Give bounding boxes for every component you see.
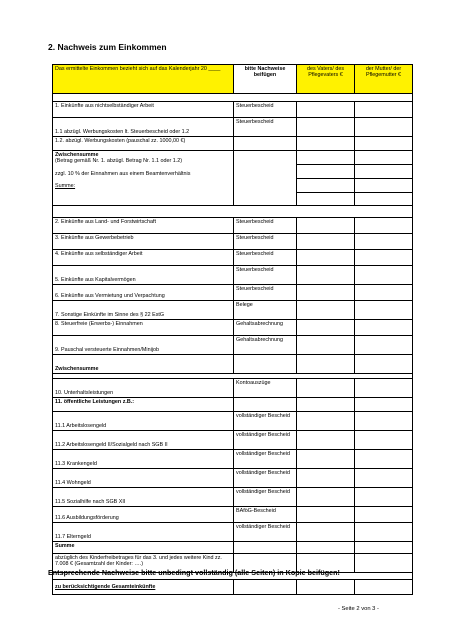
table-row <box>53 412 413 431</box>
table-row <box>53 118 413 137</box>
father-amount-field[interactable] <box>297 431 355 450</box>
row-label: 11.4 Wohngeld <box>53 469 234 488</box>
table-row <box>53 398 413 412</box>
mother-amount-field[interactable] <box>355 250 413 266</box>
mother-amount-field[interactable] <box>355 118 413 137</box>
father-amount-field[interactable] <box>297 250 355 266</box>
table-row <box>53 450 413 469</box>
row-label: 1.2. abzügl. Werbungskosten (pauschal zz. 1000,00 €) <box>53 137 234 151</box>
father-amount-field[interactable] <box>297 137 355 151</box>
table-row <box>53 336 413 355</box>
table-row <box>53 469 413 488</box>
mother-amount-field[interactable] <box>355 450 413 469</box>
table-row <box>53 102 413 118</box>
total-row <box>53 580 413 595</box>
mother-amount-field[interactable] <box>355 234 413 250</box>
table-row <box>53 523 413 542</box>
table-row <box>53 250 413 266</box>
mother-amount-field[interactable] <box>355 320 413 336</box>
mother-amount-field[interactable] <box>355 523 413 542</box>
father-amount-field[interactable] <box>297 488 355 507</box>
table-row <box>53 234 413 250</box>
subtotal-title: Zwischensumme <box>55 152 99 158</box>
mother-amount-field[interactable] <box>355 431 413 450</box>
row-label: 11.1 Arbeitslosengeld <box>53 412 234 431</box>
row-label: 11.2 Arbeitslosengeld II/Sozialgeld nach SGB II <box>53 431 234 450</box>
father-amount-field[interactable] <box>297 379 355 398</box>
mother-amount-field[interactable] <box>355 301 413 320</box>
row-label: 11.5 Sozialhilfe nach SGB XII <box>53 488 234 507</box>
row-label: 3. Einkünfte aus Gewerbebetrieb <box>53 234 234 250</box>
row-proof: vollständiger Bescheid <box>234 523 297 542</box>
mother-subtotal-field[interactable] <box>355 355 413 374</box>
father-amount-field[interactable] <box>297 320 355 336</box>
subtotal-row-1 <box>53 151 413 206</box>
mother-amount-field[interactable] <box>355 218 413 234</box>
mother-amount-field[interactable] <box>355 379 413 398</box>
summe-label: Summe: <box>55 183 76 190</box>
table-row <box>53 301 413 320</box>
row-proof: Kontoauszüge <box>234 379 297 398</box>
father-amount-field[interactable] <box>297 218 355 234</box>
mother-amount-field[interactable] <box>355 285 413 301</box>
row-label: 11.6 Ausbildungsförderung <box>53 507 234 523</box>
father-sum-field[interactable] <box>297 542 355 554</box>
subtotal-row-2 <box>53 355 413 374</box>
row-proof: Steuerbescheid <box>234 285 297 301</box>
subtotal-label-cell <box>53 151 234 206</box>
table-row <box>53 137 413 151</box>
row-proof: vollständiger Bescheid <box>234 431 297 450</box>
mother-amount-field[interactable] <box>355 488 413 507</box>
mother-total-field[interactable] <box>355 580 413 595</box>
father-total-field[interactable] <box>297 580 355 595</box>
mother-amount-field[interactable] <box>355 102 413 118</box>
row-proof: vollständiger Bescheid <box>234 412 297 431</box>
header-mother: der Mutter/ der Pflegemutter € <box>355 65 413 94</box>
mother-amount-field[interactable] <box>355 469 413 488</box>
row-proof: Steuerbescheid <box>234 266 297 285</box>
father-subtotal-field[interactable] <box>297 355 355 374</box>
mother-amount-field[interactable] <box>355 137 413 151</box>
row-label: 4. Einkünfte aus selbständiger Arbeit <box>53 250 234 266</box>
row-label: 5. Einkünfte aus Kapitalvermögen <box>53 266 234 285</box>
father-amount-field[interactable] <box>297 450 355 469</box>
row-label: 6. Einkünfte aus Vermietung und Verpachtung <box>53 285 234 301</box>
father-amount-field[interactable] <box>297 523 355 542</box>
row-proof <box>234 137 297 151</box>
row-proof: Steuerbescheid <box>234 218 297 234</box>
father-amount-field[interactable] <box>297 412 355 431</box>
father-amount-field[interactable] <box>297 336 355 355</box>
mother-subtotal-fields[interactable] <box>355 151 413 206</box>
footnote: Entsprechende Nachweise bitte unbedingt vollständig (alle Seiten) in Kopie beifügen! <box>48 568 340 577</box>
row-proof: Gehaltsabrechnung <box>234 320 297 336</box>
mother-amount-field[interactable] <box>355 507 413 523</box>
header-proof: bitte Nachweise beifügen <box>234 65 297 94</box>
total-label: zu berücksichtigende Gesamteinkünfte <box>53 580 234 595</box>
subtotal-note: (Betrag gemäß Nr. 1. abzügl. Betrag Nr. 1.1 oder 1.2) <box>55 158 183 165</box>
mother-allowance-field[interactable] <box>355 554 413 573</box>
father-amount-field[interactable] <box>297 234 355 250</box>
row-label: 1. Einkünfte aus nichtselbständiger Arbeit <box>53 102 234 118</box>
row-proof: Steuerbescheid <box>234 234 297 250</box>
row-label: 1.1 abzügl. Werbungskosten lt. Steuerbescheid oder 1.2 <box>53 118 234 137</box>
income-table <box>52 64 413 595</box>
mother-amount-field[interactable] <box>355 412 413 431</box>
father-subtotal-fields[interactable] <box>297 151 355 206</box>
father-amount-field[interactable] <box>297 469 355 488</box>
row-label: 9. Pauschal versteuerte Einnahmen/Minijob <box>53 336 234 355</box>
row-proof: BAföG-Bescheid <box>234 507 297 523</box>
father-amount-field[interactable] <box>297 301 355 320</box>
row-proof: vollständiger Bescheid <box>234 469 297 488</box>
father-amount-field[interactable] <box>297 102 355 118</box>
row-proof: Steuerbescheid <box>234 118 297 137</box>
row-label: 11.3 Krankengeld <box>53 450 234 469</box>
beamten-note: zzgl. 10 % der Einnahmen aus einem Beamtenverhältnis <box>55 170 191 177</box>
subtotal-2-label: Zwischensumme <box>53 355 234 374</box>
table-row <box>53 379 413 398</box>
mother-amount-field[interactable] <box>355 266 413 285</box>
row-label: 7. Sonstige Einkünfte im Sinne des § 22 EstG <box>53 301 234 320</box>
table-row <box>53 266 413 285</box>
row-proof: vollständiger Bescheid <box>234 450 297 469</box>
row-proof: Belege <box>234 301 297 320</box>
row-label: 11.7 Elterngeld <box>53 523 234 542</box>
row-label: 10. Unterhaltsleistungen <box>53 379 234 398</box>
sum-label: Summe <box>53 542 234 554</box>
sum-row <box>53 542 413 554</box>
table-row <box>53 488 413 507</box>
row-proof: Gehaltsabrechnung <box>234 336 297 355</box>
table-row <box>53 285 413 301</box>
father-amount-field[interactable] <box>297 285 355 301</box>
public-benefits-label: 11. öffentliche Leistungen z.B.: <box>53 398 234 412</box>
header-row <box>53 65 413 94</box>
mother-sum-field[interactable] <box>355 542 413 554</box>
table-row <box>53 431 413 450</box>
father-amount-field[interactable] <box>297 266 355 285</box>
subtotal-proof-cell <box>234 151 297 206</box>
mother-amount-field[interactable] <box>355 336 413 355</box>
father-amount-field[interactable] <box>297 118 355 137</box>
section-heading: 2. Nachweis zum Einkommen <box>48 42 167 52</box>
row-proof: Steuerbescheid <box>234 102 297 118</box>
row-proof: Steuerbescheid <box>234 250 297 266</box>
row-proof: vollständiger Bescheid <box>234 488 297 507</box>
child-allowance-label: abzüglich des Kinderfreibetrages für das 3. und jedes weitere Kind zz. 7.008 € (Gesamtzahl der Kinder: ….) <box>53 554 234 573</box>
row-label: 8. Steuerfreie (Erwerbs-) Einnahmen <box>53 320 234 336</box>
header-father: des Vaters/ des Pflegevaters € <box>297 65 355 94</box>
row-label: 2. Einkünfte aus Land- und Forstwirtschaft <box>53 218 234 234</box>
table-row <box>53 218 413 234</box>
father-amount-field[interactable] <box>297 507 355 523</box>
page-number: - Seite 2 von 3 - <box>338 606 379 612</box>
header-year: Das ermittelte Einkommen bezieht sich auf das Kalenderjahr 20 ____ <box>53 65 234 94</box>
table-row <box>53 507 413 523</box>
table-row <box>53 320 413 336</box>
